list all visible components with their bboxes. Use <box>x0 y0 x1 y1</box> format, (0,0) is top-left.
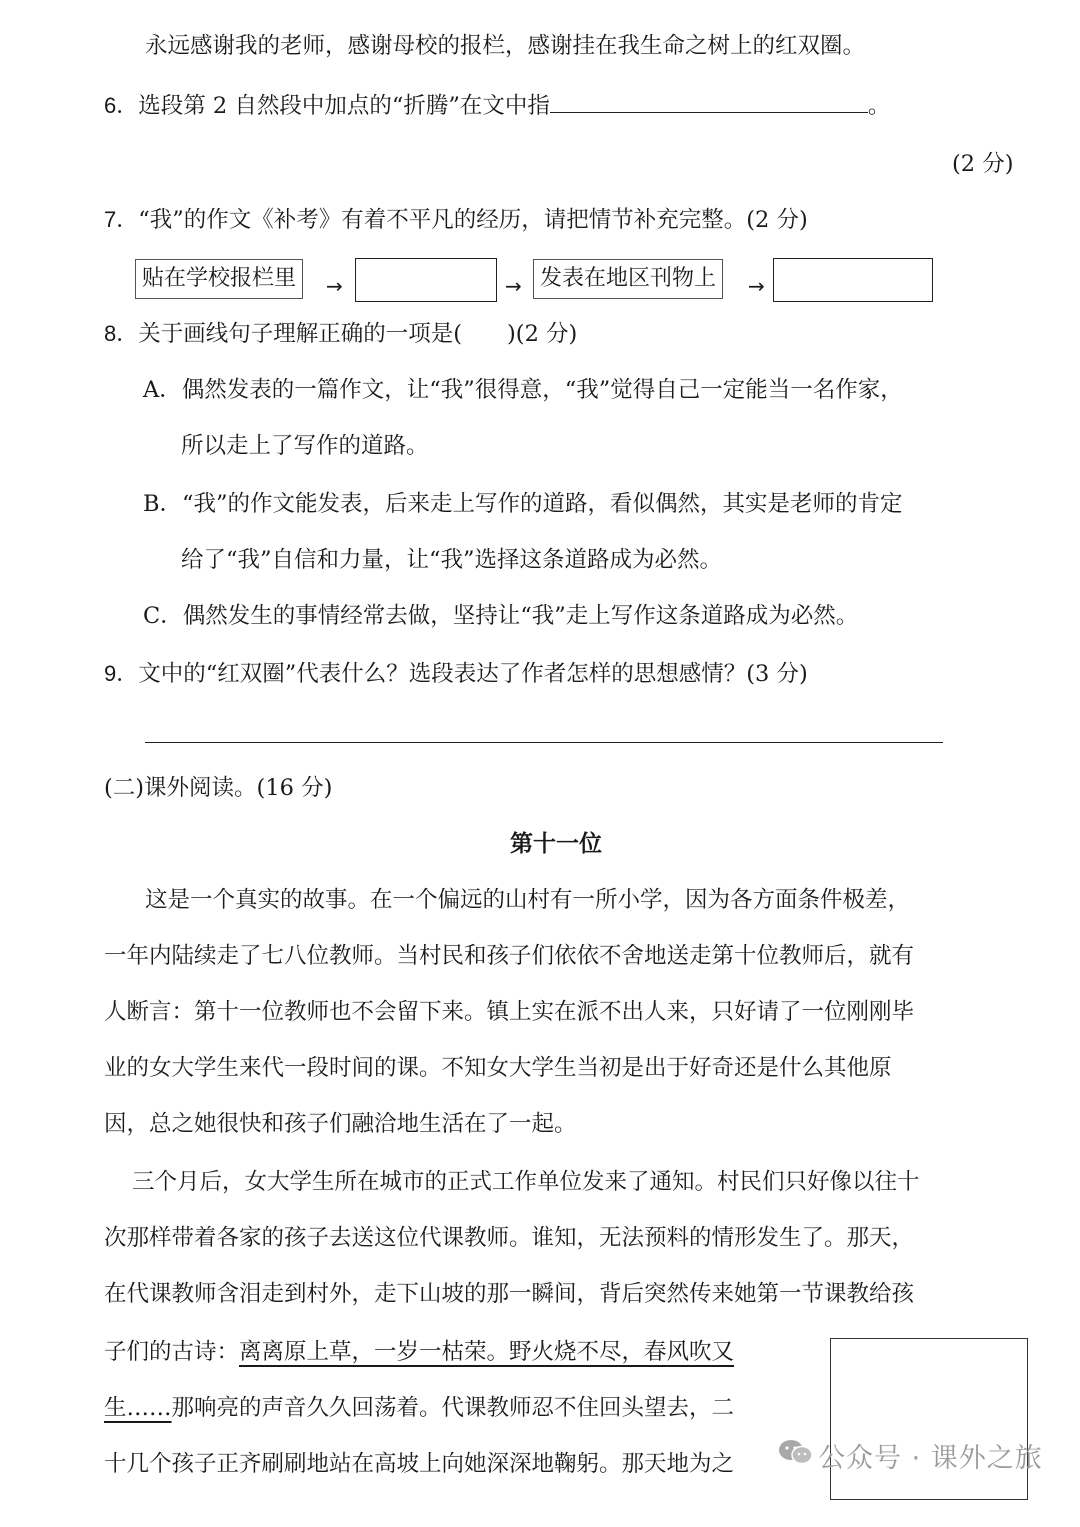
underlined-poem-line: 离离原上草，一岁一枯荣。野火烧不尽，春风吹又 <box>239 1339 735 1365</box>
option-b-line-2: 给了“我”自信和力量，让“我”选择这条道路成为必然。 <box>181 547 723 573</box>
paragraph-1-line-1: 这是一个真实的故事。在一个偏远的山村有一所小学，因为各方面条件极差， <box>145 887 911 913</box>
paragraph-1-line-2: 一年内陆续走了七八位教师。当村民和孩子们依依不舍地送走第十位教师后，就有 <box>104 943 915 969</box>
paragraph-2-line-4 <box>104 1334 734 1370</box>
paragraph-2-line-3: 在代课教师含泪走到村外，走下山坡的那一瞬间，背后突然传来她第一节课教给孩 <box>104 1281 915 1307</box>
paragraph-1-line-3: 人断言：第十一位教师也不会留下来。镇上实在派不出人来，只好请了一位刚刚毕 <box>104 999 915 1025</box>
paragraph-1-line-5: 因，总之她很快和孩子们融洽地生活在了一起。 <box>104 1111 577 1137</box>
question-6-answer-blank[interactable] <box>550 111 868 113</box>
paragraph-2-line-5 <box>104 1390 734 1426</box>
question-7-number: 7． <box>104 207 139 232</box>
question-9 <box>104 656 808 692</box>
question-9-answer-line[interactable] <box>145 742 943 743</box>
question-8-number: 8． <box>104 321 139 346</box>
question-6-text: 选段第 2 自然段中加点的“折腾”在文中指 <box>138 93 550 119</box>
flow-step-1: 贴在学校报栏里 <box>135 259 303 299</box>
flow-arrow-1: → <box>326 274 343 298</box>
option-a-line-2: 所以走上了写作的道路。 <box>181 433 429 459</box>
paragraph-2-line-2: 次那样带着各家的孩子去送这位代课教师。谁知，无法预料的情形发生了。那天， <box>104 1225 915 1251</box>
option-c[interactable]: C．偶然发生的事情经常去做，坚持让“我”走上写作这条道路成为必然。 <box>143 603 859 629</box>
story-title: 第十一位 <box>510 830 602 857</box>
question-8-text: 关于画线句子理解正确的一项是( )(2 分) <box>138 321 578 347</box>
underlined-poem-end: 生…… <box>104 1395 172 1421</box>
annotation-box[interactable] <box>830 1338 1028 1500</box>
question-9-number: 9． <box>104 661 139 686</box>
wechat-icon <box>778 1438 814 1466</box>
question-8 <box>104 316 577 352</box>
flow-step-2-answer-box[interactable] <box>355 258 497 302</box>
flow-arrow-3: → <box>748 274 765 298</box>
paragraph-2-line-4-lead: 子们的古诗： <box>104 1339 240 1365</box>
question-6-end: 。 <box>867 93 891 119</box>
flow-step-3: 发表在地区刊物上 <box>533 259 723 299</box>
question-9-text: 文中的“红双圈”代表什么？选段表达了作者怎样的思想感情？(3 分) <box>138 661 808 687</box>
question-7-text: “我”的作文《补考》有着不平凡的经历，请把情节补充完整。(2 分) <box>138 207 808 233</box>
question-7 <box>104 202 808 238</box>
watermark-text: 公众号 · 课外之旅 <box>818 1443 1043 1474</box>
paragraph-2-line-5-rest: 那响亮的声音久久回荡着。代课教师忍不住回头望去，二 <box>171 1395 735 1421</box>
option-a-line-1[interactable]: A．偶然发表的一篇作文，让“我”很得意，“我”觉得自己一定能当一名作家， <box>143 377 903 403</box>
question-6-score: (2 分) <box>952 151 1014 177</box>
paragraph-2-line-1: 三个月后，女大学生所在城市的正式工作单位发来了通知。村民们只好像以往十 <box>132 1169 920 1195</box>
paragraph-2-line-6: 十几个孩子正齐刷刷地站在高坡上向她深深地鞠躬。那天地为之 <box>104 1451 735 1477</box>
question-6 <box>104 88 890 124</box>
flow-arrow-2: → <box>505 274 522 298</box>
paragraph-1-line-4: 业的女大学生来代一段时间的课。不知女大学生当初是出于好奇还是什么其他原 <box>104 1055 892 1081</box>
question-6-number: 6． <box>104 93 139 118</box>
flow-step-4-answer-box[interactable] <box>773 258 933 302</box>
passage-closing-line: 永远感谢我的老师，感谢母校的报栏，感谢挂在我生命之树上的红双圈。 <box>145 33 866 59</box>
section-heading: (二)课外阅读。(16 分) <box>104 775 333 801</box>
option-b-line-1[interactable]: B．“我”的作文能发表，后来走上写作的道路，看似偶然，其实是老师的肯定 <box>143 491 903 517</box>
